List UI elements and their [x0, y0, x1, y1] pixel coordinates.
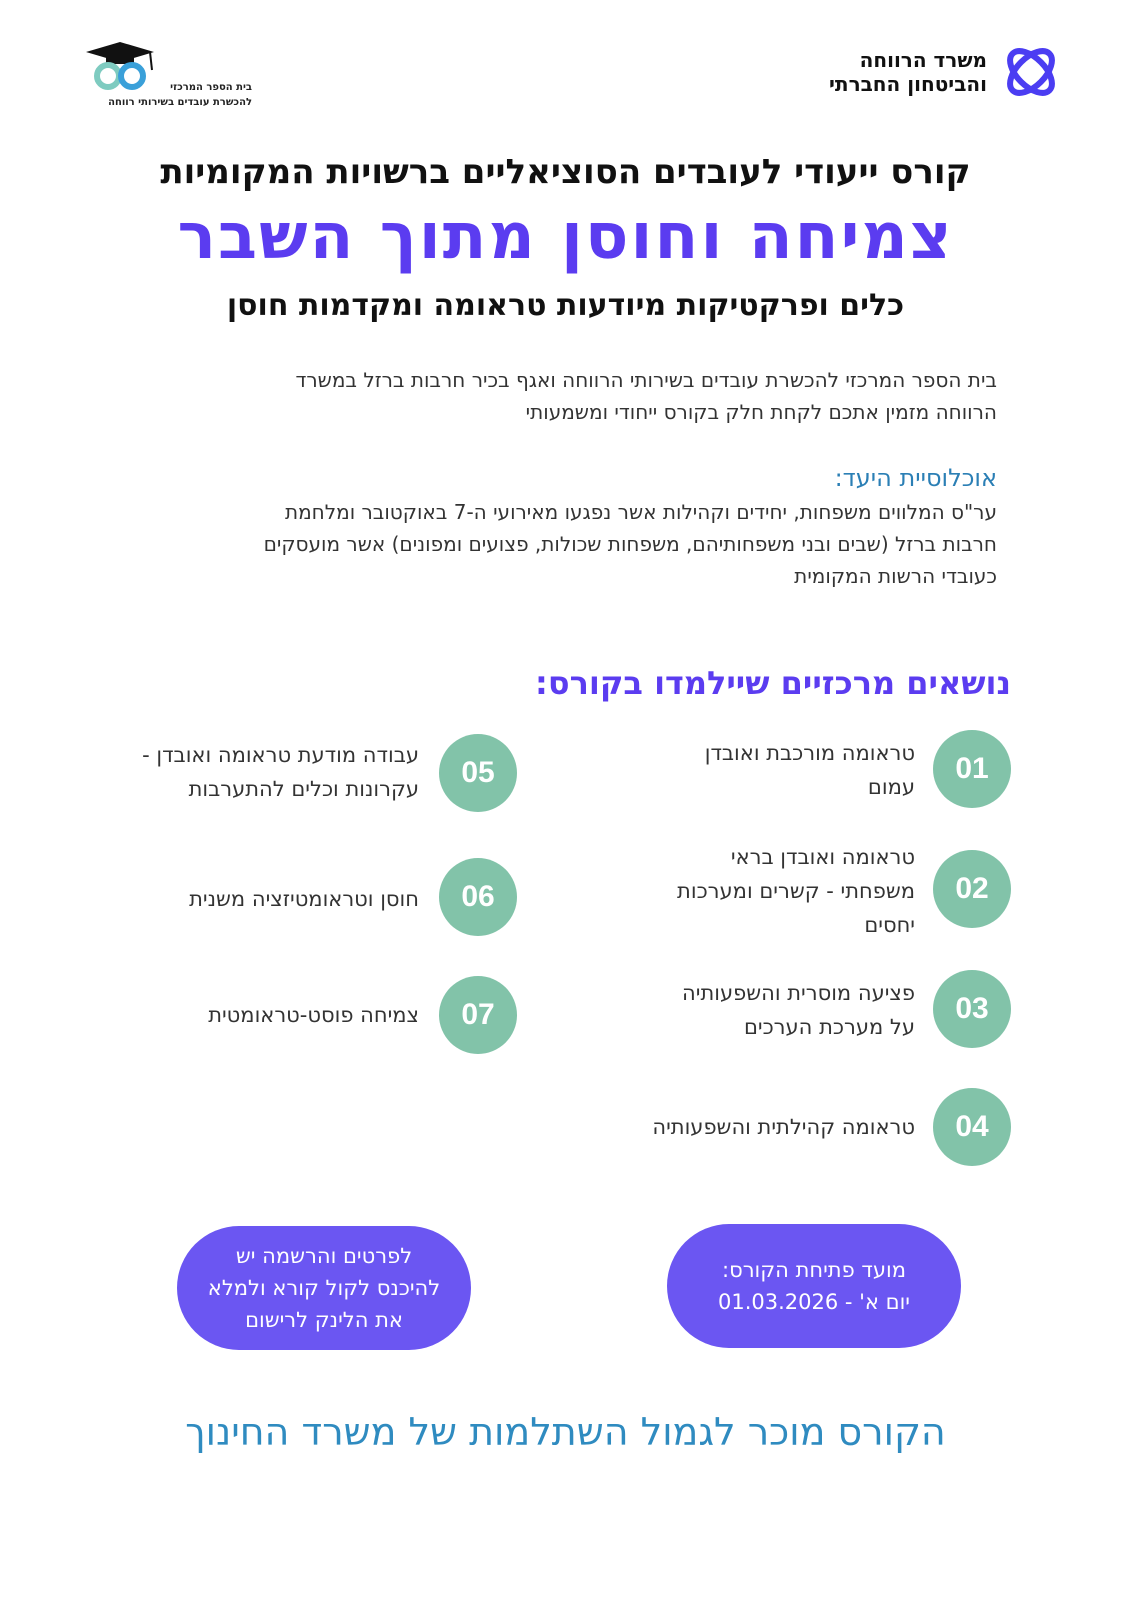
topics-heading: נושאים מרכזיים שיילמדו בקורס: — [535, 664, 1011, 702]
topic-item — [79, 998, 419, 1032]
topic-line: על מערכת הערכים — [743, 1015, 915, 1039]
topic-line: צמיחה פוסט-טראומטית — [208, 1003, 419, 1027]
audience-line: חרבות ברזל (שבים ובני משפחותיהם, משפחות שכולות, פצועים ומפונים) אשר מועסקים — [263, 532, 997, 556]
course-description: קורס ייעודי לעובדים הסוציאליים ברשויות המקומיות — [160, 152, 971, 192]
audience-line: כעובדי הרשות המקומית — [794, 564, 997, 588]
opening-date-badge — [667, 1224, 961, 1348]
topic-line: עמום — [867, 775, 915, 799]
topic-line: משפחתי - קשרים ומערכות — [677, 879, 915, 903]
intro-line: הרווחה מזמין אתכם לקחת חלק בקורס ייחודי ומשמעותי — [525, 400, 997, 424]
topic-line: טראומה מורכבת ואובדן — [704, 741, 915, 765]
registration-badge — [177, 1226, 471, 1350]
topic-line: חוסן וטראומטיזציה משנית — [189, 887, 419, 911]
topic-item — [595, 840, 915, 942]
audience-heading: אוכלוסיית היעד: — [834, 464, 997, 492]
topic-item — [79, 882, 419, 916]
topic-line: טראומה קהילתית והשפעותיה — [652, 1115, 915, 1139]
page-title: צמיחה וחוסן מתוך השבר — [177, 200, 954, 274]
accreditation-note: הקורס מוכר לגמול השתלמות של משרד החינוך — [185, 1410, 946, 1454]
topic-item — [79, 738, 419, 806]
intro-line: בית הספר המרכזי להכשרת עובדים בשירותי הרווחה ואגף בכיר חרבות ברזל במשרד — [295, 368, 997, 392]
topic-item — [555, 1110, 915, 1144]
school-name — [82, 80, 252, 110]
opening-date-label: מועד פתיחת הקורס: — [722, 1258, 906, 1282]
audience-paragraph — [97, 496, 997, 592]
topic-line: עקרונות וכלים להתערבות — [188, 777, 419, 801]
topic-item — [595, 976, 915, 1044]
page-subtitle: כלים ופרקטיקות מיודעות טראומה ומקדמות חוסן — [226, 288, 905, 323]
topic-item — [615, 736, 915, 804]
opening-date-value: יום א' - 01.03.2026 — [717, 1290, 911, 1314]
topic-line: פציעה מוסרית והשפעותיה — [682, 981, 915, 1005]
registration-line: את הלינק לרישום — [245, 1308, 403, 1332]
ministry-name-line2: והביטחון החברתי — [829, 72, 987, 96]
topic-line: יחסים — [864, 913, 915, 937]
ministry-knot-icon — [999, 40, 1063, 104]
intro-paragraph — [137, 364, 997, 428]
topic-line: עבודה מודעת טראומה ואובדן - — [142, 743, 419, 767]
school-name-line1: בית הספר המרכזי — [170, 82, 252, 93]
school-name-line2: להכשרת עובדים בשירותי רווחה — [108, 97, 252, 108]
registration-line: לפרטים והרשמה יש — [235, 1244, 413, 1268]
ministry-logo — [829, 40, 1063, 104]
audience-line: ער"ס המלווים משפחות, יחידים וקהילות אשר נפגעו מאירועי ה-7 באוקטובר ומלחמת — [284, 500, 997, 524]
topic-number-badge: 06 — [439, 858, 517, 936]
topic-number-badge: 04 — [933, 1088, 1011, 1166]
topic-number-badge: 05 — [439, 734, 517, 812]
registration-line: להיכנס לקול קורא ולמלא — [207, 1276, 441, 1300]
topic-number-badge: 01 — [933, 730, 1011, 808]
topic-number-badge: 03 — [933, 970, 1011, 1048]
topic-number-badge: 07 — [439, 976, 517, 1054]
topic-number-badge: 02 — [933, 850, 1011, 928]
topic-line: טראומה ואובדן בראי — [730, 845, 915, 869]
ministry-name-line1: משרד הרווחה — [859, 48, 987, 72]
